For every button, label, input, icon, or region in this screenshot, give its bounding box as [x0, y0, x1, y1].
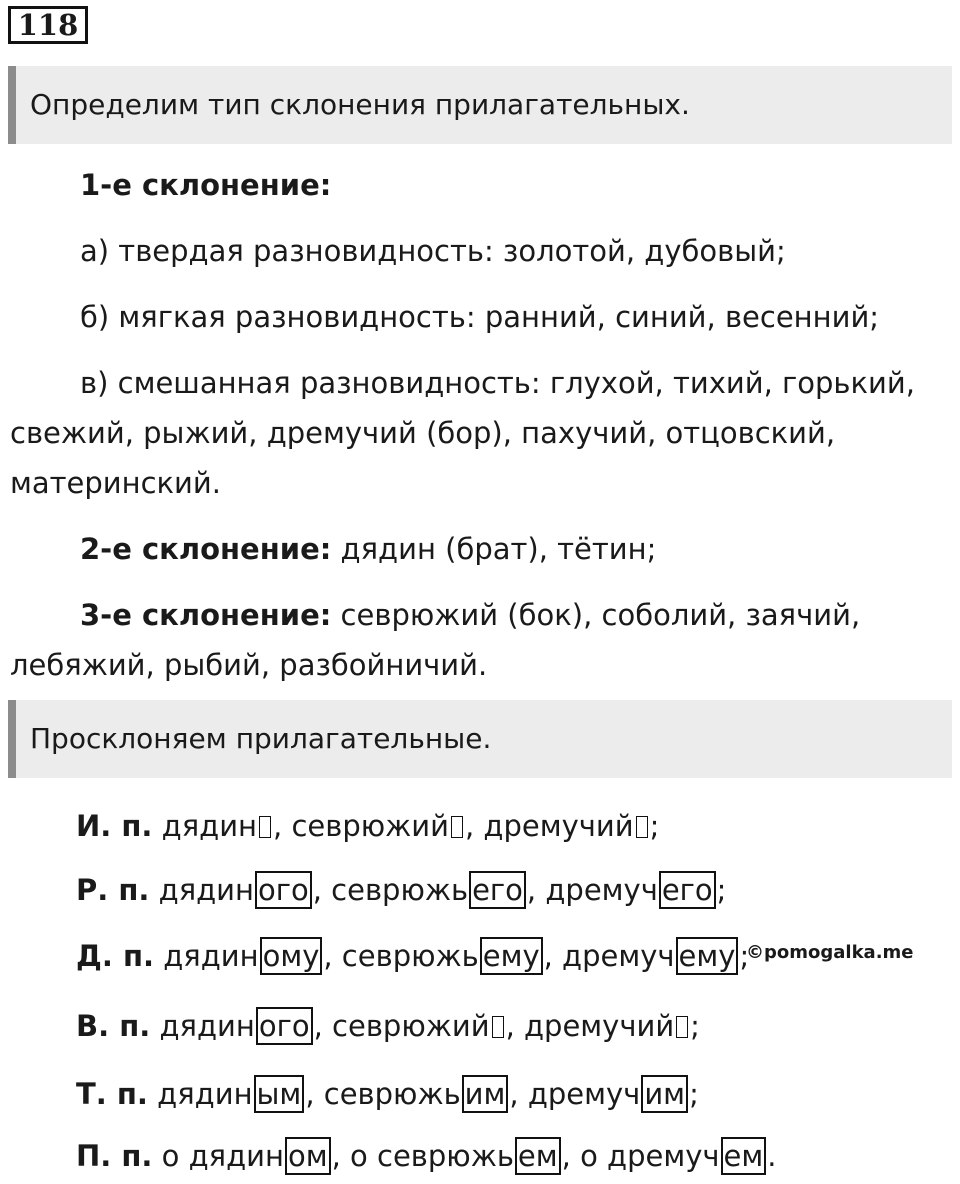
section-heading-decline: Просклоняем прилагательные. [8, 700, 952, 778]
declension-2 [10, 524, 960, 574]
declension-3-line-1 [10, 590, 960, 640]
empty-ending-box [492, 1016, 504, 1038]
ending-box: ого [256, 1007, 313, 1045]
ending-box: им [462, 1075, 509, 1113]
ending-box: ем [721, 1137, 767, 1175]
ending-box: ом [285, 1137, 331, 1175]
declension-2-text: дядин (брат), тётин; [331, 532, 657, 566]
empty-ending-box [451, 816, 463, 838]
case-row-accusative: В. п. дядин ого , севрюжий , дремучий ; [76, 1009, 700, 1043]
declension-1-mixed-line-3: материнский. [10, 466, 221, 500]
ending-box: им [641, 1075, 688, 1113]
ending-box: ого [255, 871, 312, 909]
case-row-prepositional: П. п. о дядин ом , о севрюжь ем , о дремуч ем . [76, 1139, 777, 1173]
empty-ending-box [636, 816, 648, 838]
ending-box: ему [676, 937, 739, 975]
case-row-instrumental: Т. п. дядин ым , севрюжь им , дремуч им ; [76, 1077, 699, 1111]
case-label: И. п. [76, 809, 153, 843]
declension-3-label: 3-е склонение: [80, 598, 332, 632]
case-row-dative: Д. п. дядин ому , севрюжь ему , дремуч ему ; [76, 939, 750, 973]
declension-1-heading [10, 160, 960, 210]
ending-box: его [659, 871, 716, 909]
empty-ending-box [259, 816, 271, 838]
case-row-genitive: Р. п. дядин ого , севрюжь его , дремуч его ; [76, 873, 727, 907]
declension-1-soft: б) мягкая разновидность: ранний, синий, весенний; [80, 300, 880, 334]
watermark: ©pomogalka.me [746, 942, 914, 963]
section-heading-declension-types: Определим тип склонения прилагательных. [8, 66, 952, 144]
case-row-nominative: И. п. дядин , севрюжий , дремучий ; [76, 809, 660, 843]
ending-box: ому [260, 937, 323, 975]
empty-ending-box [676, 1016, 688, 1038]
ending-box: ым [254, 1075, 305, 1113]
case-label: Р. п. [76, 873, 150, 907]
case-label: В. п. [76, 1009, 151, 1043]
declension-3-line-2: лебяжий, рыбий, разбойничий. [10, 648, 488, 682]
declension-2-label: 2-е склонение: [80, 532, 332, 566]
declension-1-label: 1-е склонение: [80, 168, 332, 202]
case-label: Д. п. [76, 939, 154, 973]
declension-1-mixed-line-1: в) смешанная разновидность: глухой, тихий, горький, [80, 366, 915, 400]
ending-box: его [469, 871, 526, 909]
declension-1-hard: а) твердая разновидность: золотой, дубовый; [80, 234, 786, 268]
task-number: 118 [8, 6, 88, 44]
declension-1-mixed-line-2: свежий, рыжий, дремучий (бор), пахучий, отцовский, [10, 416, 836, 450]
case-label: П. п. [76, 1139, 153, 1173]
ending-box: ем [515, 1137, 561, 1175]
declension-3-text: севрюжий (бок), соболий, заячий, [331, 598, 861, 632]
case-label: Т. п. [76, 1077, 148, 1111]
ending-box: ему [480, 937, 543, 975]
